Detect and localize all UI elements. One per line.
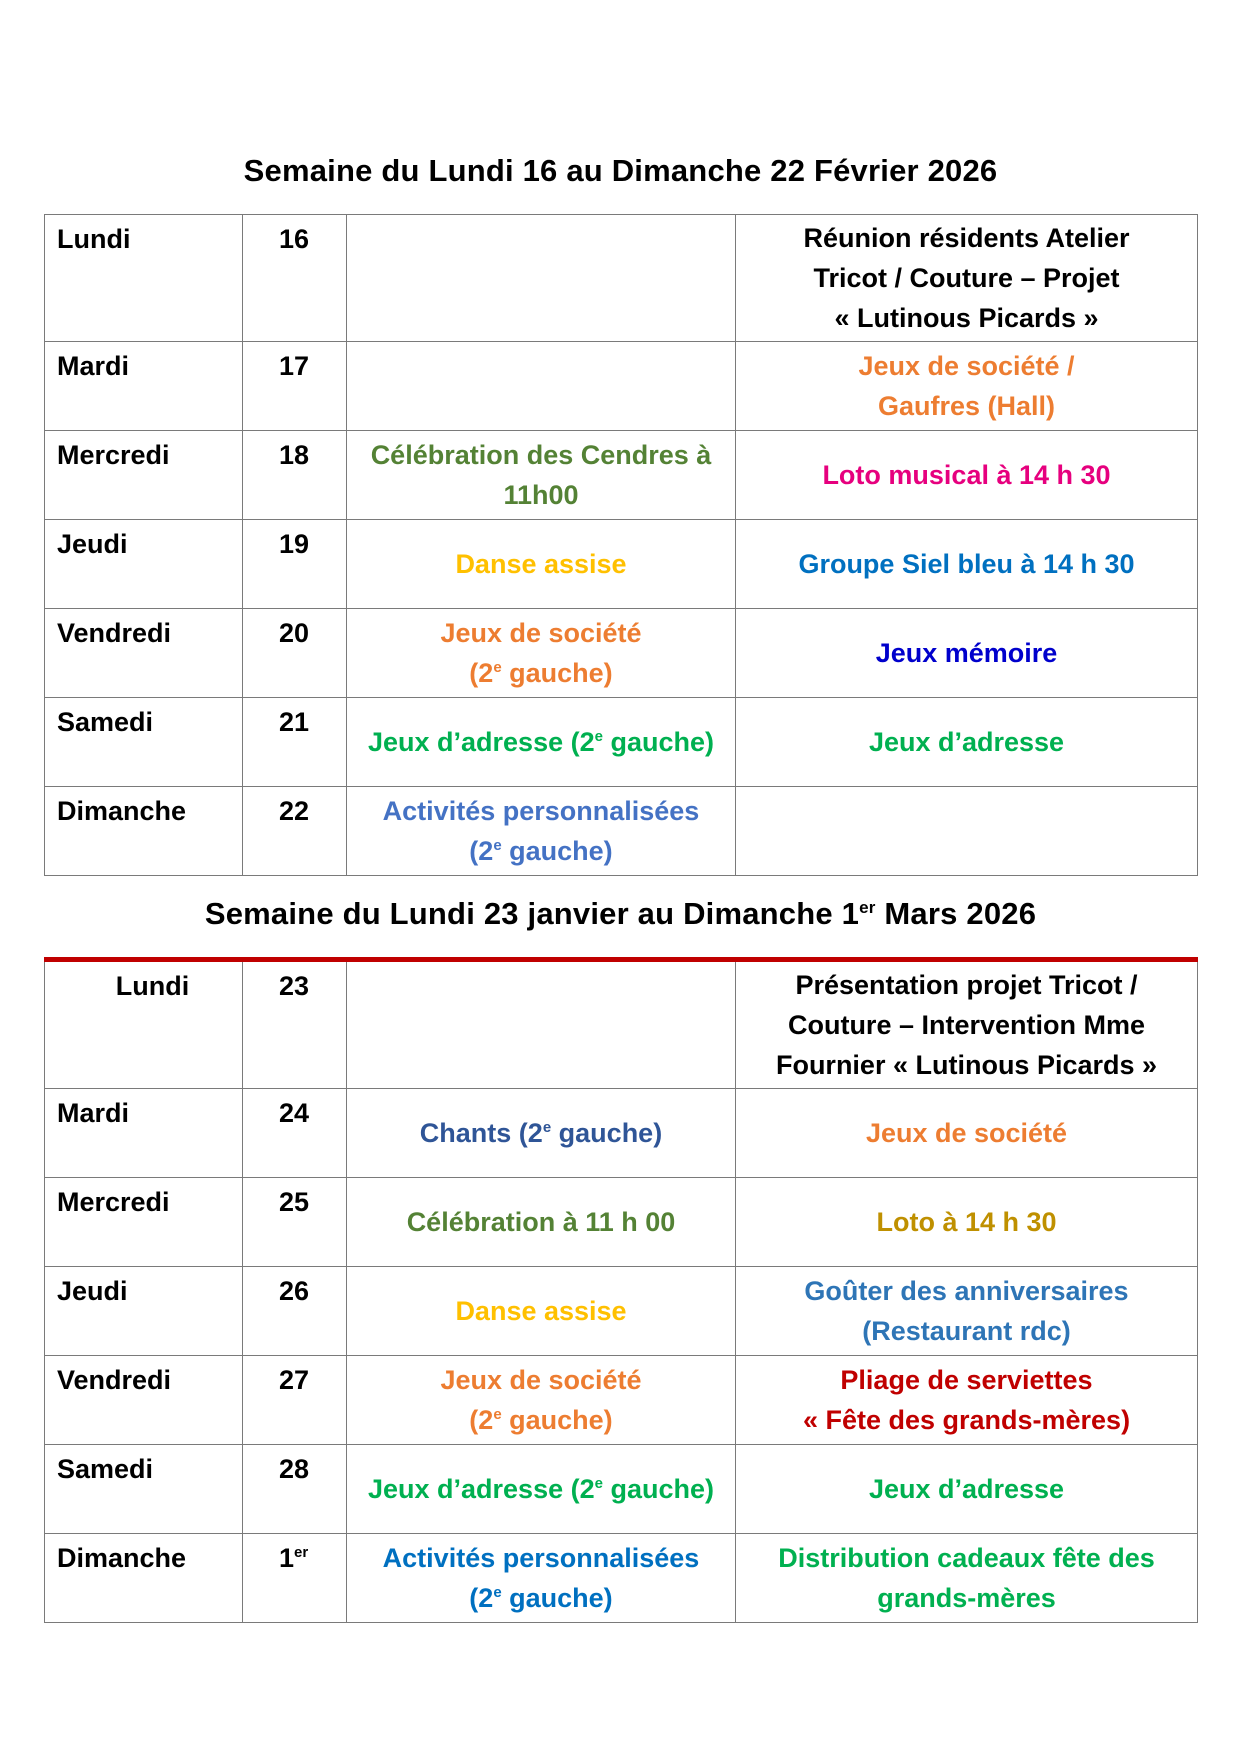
afternoon-activity [736, 1267, 1198, 1356]
schedule-row [45, 609, 1198, 698]
activity-line: (2e gauche) [469, 1405, 613, 1435]
morning-activity [347, 1534, 736, 1623]
activity-line: Couture – Intervention Mme [787, 1010, 1146, 1040]
day-name: Mardi [45, 342, 243, 431]
morning-activity [347, 1089, 736, 1178]
day-number: 24 [243, 1089, 347, 1178]
activity-line: Pliage de serviettes [840, 1365, 1093, 1395]
activity-line: Loto musical à 14 h 30 [822, 460, 1111, 490]
schedule-row [45, 215, 1198, 342]
activity-line: Jeux de société [440, 1365, 642, 1395]
day-number: 17 [243, 342, 347, 431]
afternoon-activity [736, 1534, 1198, 1623]
day-name: Vendredi [45, 609, 243, 698]
schedule-row [45, 520, 1198, 609]
activity-line: (2e gauche) [469, 658, 613, 688]
day-name: Samedi [45, 698, 243, 787]
morning-activity [347, 431, 736, 520]
activity-line: Fournier « Lutinous Picards » [775, 1050, 1158, 1080]
activity-line: Danse assise [455, 1296, 627, 1326]
activity-line: Chants (2e gauche) [419, 1118, 663, 1148]
afternoon-activity [736, 1178, 1198, 1267]
activity-line: Distribution cadeaux fête des [778, 1543, 1155, 1573]
morning-activity [347, 1178, 736, 1267]
activity-line: 11h00 [503, 480, 579, 510]
afternoon-activity [736, 1445, 1198, 1534]
afternoon-activity [736, 215, 1198, 342]
activity-line: Loto à 14 h 30 [876, 1207, 1057, 1237]
day-name: Vendredi [45, 1356, 243, 1445]
day-name: Jeudi [45, 1267, 243, 1356]
activity-line: Activités personnalisées [382, 1543, 700, 1573]
morning-activity [347, 960, 736, 1089]
activity-line: Danse assise [455, 549, 627, 579]
activity-line: Activités personnalisées [382, 796, 700, 826]
day-number: 27 [243, 1356, 347, 1445]
week-1-table [44, 214, 1198, 876]
morning-activity [347, 520, 736, 609]
activity-line: Jeux mémoire [875, 638, 1058, 668]
morning-activity [347, 698, 736, 787]
day-name: Mercredi [45, 1178, 243, 1267]
day-name: Lundi [45, 215, 243, 342]
activity-line: (Restaurant rdc) [862, 1316, 1071, 1346]
activity-line: Jeux de société / [858, 351, 1075, 381]
afternoon-activity [736, 960, 1198, 1089]
day-number: 21 [243, 698, 347, 787]
day-number: 26 [243, 1267, 347, 1356]
schedule-row [45, 787, 1198, 876]
day-name: Samedi [45, 1445, 243, 1534]
schedule-row [45, 1534, 1198, 1623]
morning-activity [347, 1267, 736, 1356]
activity-line: Gaufres (Hall) [877, 391, 1056, 421]
morning-activity [347, 215, 736, 342]
activity-line: Célébration des Cendres à [370, 440, 712, 470]
activity-line: Jeux d’adresse (2e gauche) [367, 1474, 714, 1504]
activity-line: grands-mères [877, 1583, 1056, 1613]
schedule-row [45, 698, 1198, 787]
day-number: 28 [243, 1445, 347, 1534]
day-number: 16 [243, 215, 347, 342]
day-name: Dimanche [45, 787, 243, 876]
activity-line: Jeux de société [865, 1118, 1068, 1148]
day-number: 20 [243, 609, 347, 698]
activity-line: Célébration à 11 h 00 [406, 1207, 676, 1237]
day-number: 18 [243, 431, 347, 520]
morning-activity [347, 1356, 736, 1445]
morning-activity [347, 609, 736, 698]
activity-line: Réunion résidents Atelier [803, 223, 1130, 253]
day-number: 19 [243, 520, 347, 609]
day-number: 1er [243, 1534, 347, 1623]
schedule-row [45, 1356, 1198, 1445]
week-2-table [44, 957, 1198, 1623]
day-name: Dimanche [45, 1534, 243, 1623]
schedule-row [45, 431, 1198, 520]
schedule-row [45, 1445, 1198, 1534]
afternoon-activity [736, 342, 1198, 431]
day-number: 23 [243, 960, 347, 1089]
afternoon-activity [736, 1356, 1198, 1445]
day-name: Lundi [45, 960, 243, 1089]
activity-line: Jeux d’adresse [868, 1474, 1065, 1504]
afternoon-activity [736, 520, 1198, 609]
day-name: Jeudi [45, 520, 243, 609]
week-2-title: Semaine du Lundi 23 janvier au Dimanche 1er Mars 2026 [204, 896, 1037, 931]
day-number: 25 [243, 1178, 347, 1267]
afternoon-activity [736, 431, 1198, 520]
activity-line: Tricot / Couture – Projet [813, 263, 1120, 293]
schedule-row [45, 342, 1198, 431]
activity-line: Goûter des anniversaires [804, 1276, 1129, 1306]
activity-line: « Fête des grands-mères) [802, 1405, 1131, 1435]
morning-activity [347, 787, 736, 876]
morning-activity [347, 1445, 736, 1534]
afternoon-activity [736, 787, 1198, 876]
activity-line: Présentation projet Tricot / [795, 970, 1138, 1000]
day-name: Mardi [45, 1089, 243, 1178]
activity-line: Jeux d’adresse [868, 727, 1065, 757]
afternoon-activity [736, 1089, 1198, 1178]
schedule-row [45, 1178, 1198, 1267]
activity-line: « Lutinous Picards » [834, 303, 1099, 333]
afternoon-activity [736, 698, 1198, 787]
activity-line: Jeux d’adresse (2e gauche) [367, 727, 714, 757]
schedule-row [45, 1267, 1198, 1356]
schedule-row [45, 960, 1198, 1089]
morning-activity [347, 342, 736, 431]
activity-line: (2e gauche) [469, 1583, 613, 1613]
activity-line: Groupe Siel bleu à 14 h 30 [798, 549, 1135, 579]
afternoon-activity [736, 609, 1198, 698]
day-number: 22 [243, 787, 347, 876]
day-name: Mercredi [45, 431, 243, 520]
activity-line: (2e gauche) [469, 836, 613, 866]
schedule-row [45, 1089, 1198, 1178]
week-1-title: Semaine du Lundi 16 au Dimanche 22 Février 2026 [243, 153, 998, 188]
activity-line: Jeux de société [440, 618, 642, 648]
